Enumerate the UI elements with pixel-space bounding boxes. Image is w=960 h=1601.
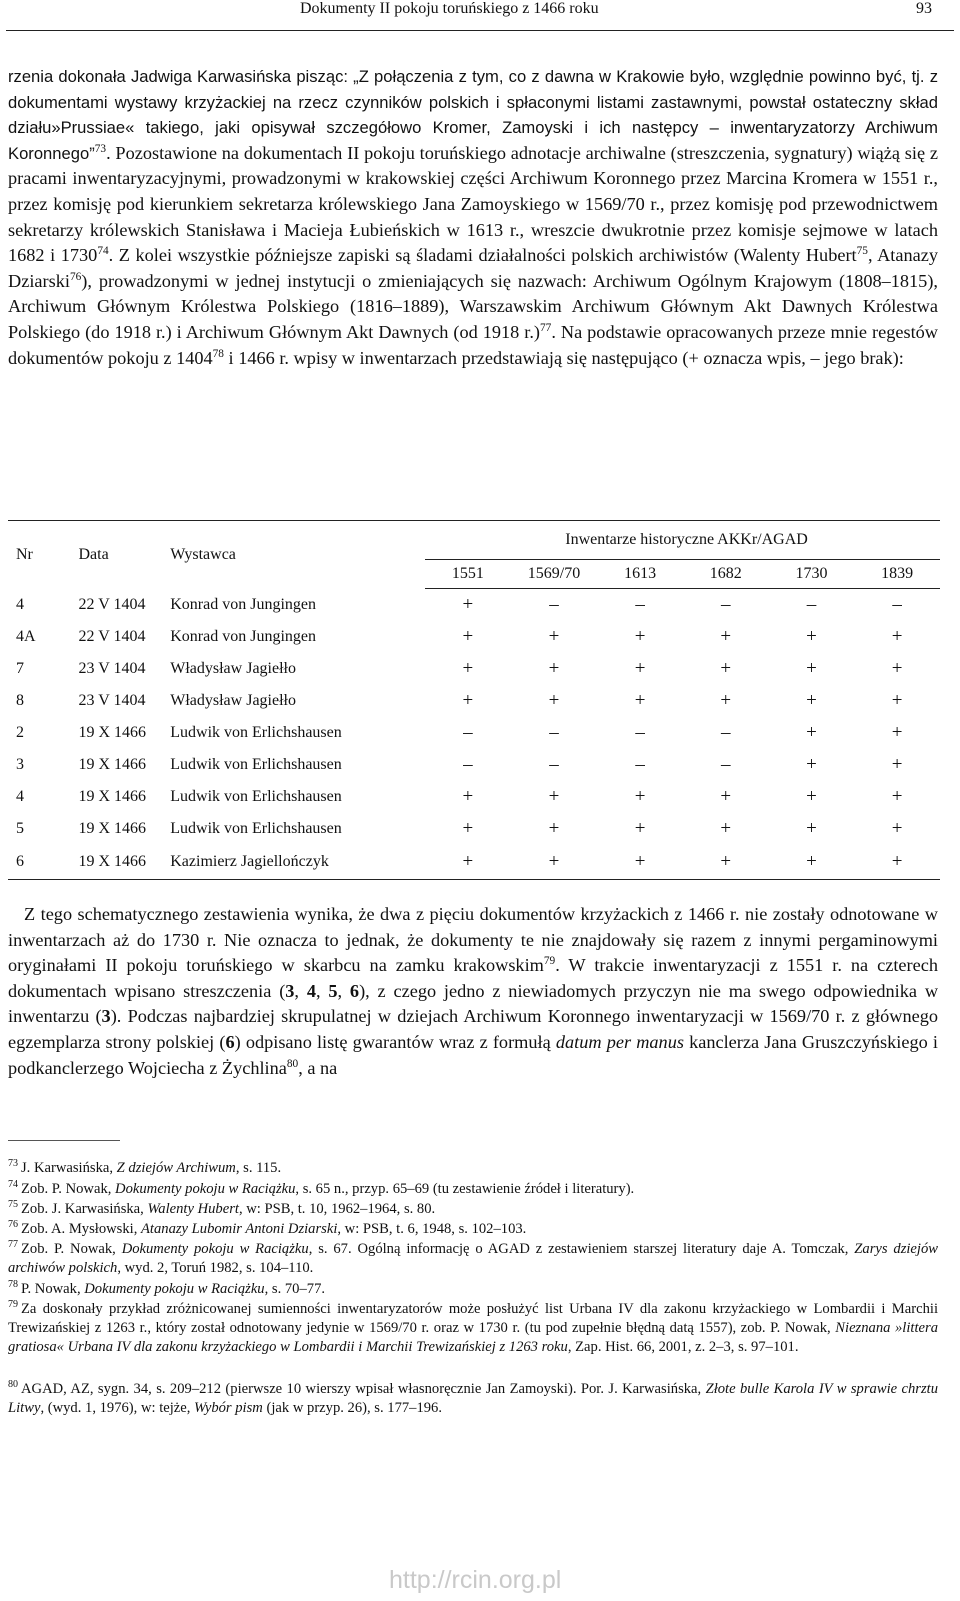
footnote-title: Złote bulle Karola IV w sprawie chrztu Litwy (8, 1381, 938, 1416)
footnote-text: , s. 70–77. (264, 1281, 326, 1297)
footnote-text: (jak w przyp. 26), s. 177–196. (262, 1400, 442, 1416)
cell-date: 19 X 1466 (78, 820, 147, 837)
cell-inventory-mark: – (635, 754, 645, 775)
cell-inventory-mark: + (462, 690, 474, 711)
header-date: Data (70, 521, 162, 589)
footnote-79 (8, 1300, 938, 1357)
cell-inventory-mark: + (854, 845, 940, 880)
cell-inventory-mark: – (892, 594, 902, 615)
footnote-title: Dokumenty pokoju w Raciążku (121, 1241, 309, 1257)
paragraph-1-text-3: . Z kolei wszystkie późniejsze zapiski są śladami działalności polskich archiwistów (Walenty Hubert (108, 245, 857, 266)
paragraph-1-text-4: , Atanazy Dziarski (8, 245, 938, 291)
cell-inventory-mark: + (806, 722, 817, 743)
cell-inventory-mark: + (806, 754, 817, 775)
cell-inventory-mark: + (597, 845, 683, 880)
cell-issuer: Ludwik von Erlichshausen (170, 724, 342, 741)
cell-nr: 3 (16, 756, 24, 773)
footnote-title: Z dziejów Archiwum (116, 1160, 236, 1176)
footnote-text: AGAD, AZ, sygn. 34, s. 209–212 (pierwsze 10 wierszy wpisał własnoręcznie Jan Zamoyski). Por. J. Karwasińska, (21, 1381, 706, 1397)
table-row (8, 845, 940, 880)
cell-inventory-mark: + (891, 818, 903, 839)
cell-inventory-mark: + (634, 786, 646, 807)
cell-inventory-mark: + (683, 845, 769, 880)
footnote-number: 78 (8, 1279, 18, 1291)
cell-inventory-mark: + (462, 594, 474, 615)
table-row (8, 589, 940, 622)
footnote-ref-80[interactable]: 80 (286, 1057, 299, 1070)
cell-inventory-mark: – (721, 594, 731, 615)
cell-inventory-mark: + (806, 626, 817, 647)
footnote-ref-79[interactable]: 79 (543, 955, 556, 968)
cell-inventory-mark: + (720, 786, 732, 807)
cell-inventory-mark: + (511, 845, 598, 880)
cell-inventory-mark: – (549, 754, 559, 775)
footnote-text: , s. 65 n., przyp. 65–69 (tu zestawienie źródeł i literatury). (295, 1181, 635, 1197)
cell-nr: 4 (16, 595, 24, 613)
page-number: 93 (916, 0, 932, 17)
cell-inventory-mark: + (806, 818, 817, 839)
footnote-ref-74[interactable]: 74 (97, 245, 109, 258)
table-row (8, 653, 940, 685)
footnote-title: Atanazy Lubomir Antoni Dziarski (141, 1221, 338, 1237)
footnote-73 (8, 1159, 938, 1178)
footnote-ref-73[interactable]: 73 (94, 142, 107, 155)
cell-nr: 5 (16, 820, 24, 837)
table-row (8, 621, 940, 653)
cell-inventory-mark: – (463, 722, 473, 743)
source-watermark[interactable]: http://rcin.org.pl (389, 1566, 562, 1594)
footnote-76 (8, 1220, 938, 1239)
cell-inventory-mark: + (891, 690, 903, 711)
cell-inventory-mark: + (548, 690, 560, 711)
cell-inventory-mark: + (548, 818, 560, 839)
cell-date: 19 X 1466 (78, 788, 147, 805)
footnote-text: Za doskonały przykład zróżnicowanej sumienności inwentaryzatorów może posłużyć list Urbana IV dla zakonu krzyżackiego w Lombardii i Marchii Trewizańskiej z 1263 r., który został odnotowany jedynie w 1569/70 r. oraz w 1730 r. (tu pod zupełnie błędną datą 1557), zob. P. Nowak, (8, 1301, 938, 1336)
cell-inventory-mark: + (891, 786, 903, 807)
cell-inventory-mark: + (548, 626, 560, 647)
separator: , (315, 980, 329, 1001)
cell-issuer: Ludwik von Erlichshausen (170, 820, 342, 837)
footnote-text: P. Nowak, (21, 1281, 85, 1297)
footnote-text: , wyd. 2, Toruń 1982, s. 104–110. (117, 1260, 314, 1276)
cell-issuer: Władysław Jagiełło (170, 660, 296, 677)
cell-issuer: Ludwik von Erlichshausen (170, 788, 342, 805)
cell-inventory-mark: + (720, 818, 732, 839)
table-row (8, 813, 940, 845)
cell-inventory-mark: + (462, 818, 474, 839)
header-rule (6, 30, 954, 31)
footnote-ref-77[interactable]: 77 (540, 321, 552, 334)
header-year: 1839 (854, 560, 940, 589)
separator: , (294, 980, 307, 1001)
footnote-text: , (wyd. 1, 1976), w: tejże, (40, 1400, 195, 1416)
cell-issuer: Konrad von Jungingen (170, 595, 316, 613)
paragraph-2-text-1: Z tego schematycznego zestawienia wynika, że dwa z pięciu dokumentów krzyżackich z 1466 r. nie zostały odnotowane w inwentarzach aż do 1730 r. Nie oznacza to jednak, że dokumenty te nie znajdowały się razem z innymi pergaminowymi oryginałami II pokoju toruńskiego w skarbcu na zamku krakowskim (8, 904, 938, 976)
doc-ref: 4 (306, 980, 316, 1001)
cell-date: 22 V 1404 (78, 628, 146, 645)
header-year: 1613 (597, 560, 683, 589)
header-historical-inventories: Inwentarze historyczne AKKr/AGAD (425, 521, 940, 560)
footnote-text: , w: PSB, t. 10, 1962–1964, s. 80. (238, 1201, 436, 1217)
cell-inventory-mark: + (891, 658, 903, 679)
cell-inventory-mark: – (806, 594, 817, 615)
cell-inventory-mark: + (720, 690, 732, 711)
cell-inventory-mark: – (549, 594, 559, 615)
cell-inventory-mark: + (425, 845, 511, 880)
footnote-text: Zob. J. Karwasińska, (21, 1201, 148, 1217)
footnote-ref-75[interactable]: 75 (856, 245, 868, 258)
cell-inventory-mark: + (548, 786, 560, 807)
cell-inventory-mark: + (891, 754, 903, 775)
header-nr: Nr (8, 521, 70, 589)
footnote-text: Zob. P. Nowak, (21, 1181, 116, 1197)
footnote-number: 77 (8, 1239, 18, 1251)
separator: , (337, 980, 350, 1001)
cell-inventory-mark: + (806, 690, 817, 711)
footnote-ref-78[interactable]: 78 (212, 347, 224, 360)
footnote-title: Walenty Hubert (147, 1201, 239, 1217)
cell-inventory-mark: + (720, 658, 732, 679)
cell-inventory-mark: + (720, 626, 732, 647)
paragraph-1-text-2: . Pozostawione na dokumentach II pokoju toruńskiego adnotacje archiwalne (streszczenia, sygnatury) wiążą się z pracami inwentaryzacyjnymi, prowadzonymi w krakowskiej części Archiwum Koronnego przez Marcina Kromera w 1551 r., przez komisję pod kierunkiem sekretarza królewskiego Jana Zamoyskiego w 1569/70 r., przez komisję pod przewodnictwem sekretarzy królewskich Stanisława i Macieja Łubieńskich w 1613 r., wreszcie dwukrotnie przez komisje sejmowe w latach 1682 i 1730 (8, 142, 938, 266)
footnote-number: 80 (8, 1379, 18, 1391)
cell-inventory-mark: + (806, 786, 817, 807)
table-row (8, 749, 940, 781)
cell-date: 19 X 1466 (70, 845, 162, 880)
paragraph-2-text-7: , a na (298, 1057, 338, 1078)
running-title: Dokumenty II pokoju toruńskiego z 1466 roku (300, 0, 599, 17)
footnote-number: 75 (8, 1199, 18, 1211)
paragraph-1-text-5: ), prowadzonymi w jednej instytucji o zmieniających się nazwach: Archiwum Ogólnym Krajowym (1808–1815), Archiwum Głównym Królestwa Polskiego (1816–1889), Warszawskim Archiwum Głównym Akt Dawnych Królestwa Polskiego (do 1918 r.) i Archiwum Głównym Akt Dawnych (od 1918 r.) (8, 270, 938, 342)
paragraph-1 (8, 64, 938, 371)
cell-inventory-mark: + (634, 658, 646, 679)
paragraph-2 (8, 902, 938, 1081)
cell-inventory-mark: + (462, 626, 474, 647)
cell-issuer: Ludwik von Erlichshausen (170, 756, 342, 773)
footnote-title: Dokumenty pokoju w Raciążku (115, 1181, 296, 1197)
cell-inventory-mark: + (634, 690, 646, 711)
cell-nr: 8 (16, 692, 24, 709)
cell-inventory-mark: + (634, 626, 646, 647)
cell-nr: 4 (16, 788, 24, 805)
footnote-text: , Zap. Hist. 66, 2001, z. 2–3, s. 97–101. (567, 1339, 799, 1355)
footnote-78 (8, 1280, 938, 1299)
cell-issuer: Konrad von Jungingen (170, 628, 316, 645)
footnote-rule (8, 1140, 120, 1141)
footnote-text: , s. 115. (235, 1160, 282, 1176)
cell-nr: 7 (16, 660, 24, 677)
inventory-table-body (8, 589, 940, 880)
cell-inventory-mark: – (721, 754, 731, 775)
cell-inventory-mark: – (721, 722, 731, 743)
footnote-title: Nieznana »littera gratiosa« Urbana IV dla zakonu krzyżackiego w Lombardii i Marchii Trewizańskiej z 1263 roku (8, 1320, 938, 1355)
cell-nr: 4A (16, 628, 36, 645)
footnote-80 (8, 1380, 938, 1418)
cell-inventory-mark: – (463, 754, 473, 775)
running-header (0, 0, 960, 30)
footnote-text: , s. 67. Ogólną informację o AGAD z zestawieniem starszej literatury daje A. Tomczak, (308, 1241, 855, 1257)
footnote-ref-76[interactable]: 76 (69, 270, 82, 283)
cell-inventory-mark: + (806, 658, 817, 679)
cell-inventory-mark: + (891, 626, 903, 647)
header-issuer: Wystawca (162, 521, 425, 589)
footnote-title: Wybór pism (194, 1400, 263, 1416)
footnote-77 (8, 1240, 938, 1278)
paragraph-2-text-2: . W trakcie inwentaryzacji z 1551 r. na czterech dokumentach wpisano streszczenia ( (8, 955, 938, 1001)
cell-inventory-mark: + (891, 722, 903, 743)
footnote-title: Dokumenty pokoju w Raciążku (84, 1281, 265, 1297)
footnote-text: , w: PSB, t. 6, 1948, s. 102–103. (337, 1221, 527, 1237)
header-year: 1730 (769, 560, 855, 589)
footnote-title: Zarys dziejów archiwów polskich (8, 1241, 938, 1276)
cell-nr: 6 (8, 845, 70, 880)
footnote-text: Zob. A. Mysłowski, (21, 1221, 142, 1237)
footnote-number: 73 (8, 1158, 18, 1170)
footnote-text: Zob. P. Nowak, (21, 1241, 122, 1257)
footnote-75 (8, 1200, 938, 1219)
cell-inventory-mark: – (549, 722, 559, 743)
paragraph-1-text-7: i 1466 r. wpisy w inwentarzach przedstawiają się następująco (+ oznacza wpis, – jego brak): (223, 347, 904, 368)
cell-date: 19 X 1466 (78, 756, 147, 773)
cell-nr: 2 (16, 724, 24, 741)
paragraph-2-text-4: ). Podczas najbardziej skrupulatnej w dziejach Archiwum Koronnego inwentaryzacji w 1569/70 r. z głównego egzemplarza strony polskiej ( (8, 1006, 938, 1052)
cell-date: 19 X 1466 (78, 724, 147, 741)
doc-ref: 5 (328, 980, 338, 1001)
table-row (8, 685, 940, 717)
table-row (8, 781, 940, 813)
cell-inventory-mark: – (635, 722, 645, 743)
cell-date: 23 V 1404 (78, 692, 146, 709)
footnote-text: J. Karwasińska, (21, 1160, 117, 1176)
paragraph-2-text-6: kanclerza Jana Gruszczyńskiego i podkanclerzego Wojciecha z Żychlina (8, 1031, 938, 1078)
cell-issuer: Kazimierz Jagiellończyk (162, 845, 425, 880)
cell-inventory-mark: – (635, 594, 645, 615)
paragraph-2-text-3: ), z czego jedno z niewiadomych przyczyn nie ma swego odpowiednika w inwentarzu ( (8, 980, 939, 1027)
cell-inventory-mark: + (548, 658, 560, 679)
inventory-table (8, 520, 940, 880)
footnote-number: 74 (8, 1179, 18, 1191)
header-year: 1569/70 (511, 560, 598, 589)
footnote-number: 79 (8, 1299, 18, 1311)
doc-ref: 6 (349, 980, 360, 1001)
footnote-number: 76 (8, 1219, 18, 1231)
paragraph-2-text-5: ) odpisano listę gwarantów wraz z formułą (234, 1031, 556, 1052)
cell-inventory-mark: + (462, 786, 474, 807)
latin-formula: datum per manus (555, 1031, 684, 1052)
paragraph-1-text-6: . Na podstawie opracowanych przeze mnie regestów dokumentów pokoju z 1404 (8, 321, 938, 368)
header-year: 1682 (683, 560, 769, 589)
cell-date: 23 V 1404 (78, 660, 146, 677)
header-year: 1551 (425, 560, 511, 589)
cell-date: 22 V 1404 (78, 595, 146, 613)
cell-inventory-mark: + (634, 818, 646, 839)
cell-inventory-mark: + (462, 658, 474, 679)
doc-ref: 3 (285, 980, 295, 1001)
footnote-74 (8, 1180, 938, 1199)
doc-ref: 6 (225, 1031, 235, 1052)
paragraph-1-sans-text: rzenia dokonała Jadwiga Karwasińska pisząc: „Z połączenia z tym, co z dawna w Krakowie było, względnie powinno być, tj. z dokumentami wystawy krzyżackiej na rzecz czynników polskich i spłaconymi listami zastawnymi, powstał ostateczny skład działu»Prussiae« takiego, jaki opisywał szczegółowo Kromer, Zamoyski i ich następcy – inwentaryzatorzy Archiwum Koronnego” (8, 67, 938, 163)
table-row (8, 717, 940, 749)
cell-issuer: Władysław Jagiełło (170, 692, 296, 709)
cell-inventory-mark: + (769, 845, 855, 880)
doc-ref: 3 (101, 1006, 111, 1027)
